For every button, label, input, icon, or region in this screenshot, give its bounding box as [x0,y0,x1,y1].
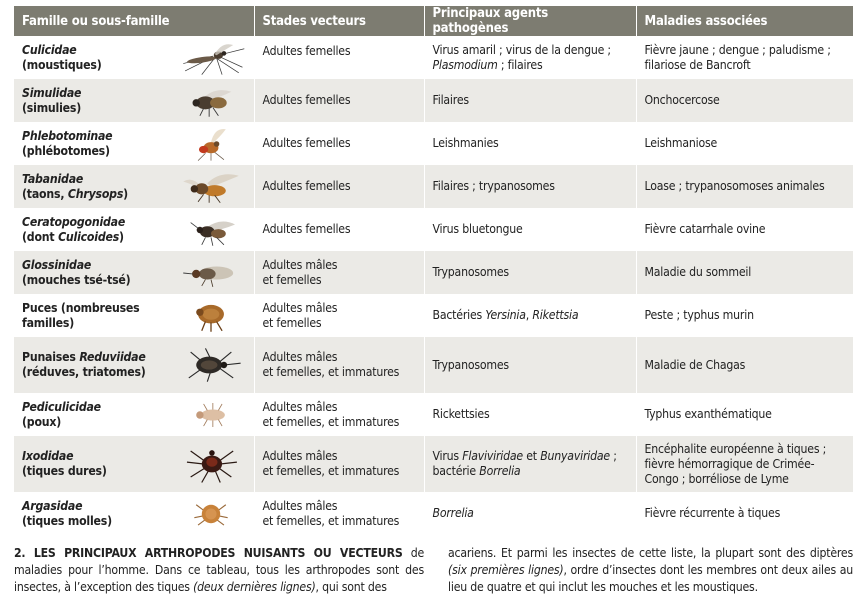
table-row [14,492,853,535]
caption-italic: (six premières lignes) [448,563,564,577]
family-subtitle: (réduves, triatomes) [22,365,146,379]
agents-text: ; [609,449,617,463]
stages-text: Adultes mâles [262,399,338,414]
family-subtitle: (phlébotomes) [22,143,110,158]
table-row [14,122,853,165]
family-name: Glossinidae [22,257,92,272]
mosquito-icon [174,39,248,77]
stages-text: Adultes mâles [262,300,338,315]
header-family: Famille ou sous-famille [14,6,254,36]
disease-text: Fièvre récurrente à tiques [644,506,781,520]
stages-cell [254,208,424,251]
family-subtitle-text: (dont [22,229,59,244]
stages-text: Adultes femelles [262,44,351,58]
family-name-text: Punaises [22,350,80,364]
agents-italic: Bunyaviridae [540,449,610,463]
agents-text: Leishmanies [432,136,499,150]
agents-text: , [525,308,533,322]
stages-text: Adultes femelles [262,136,351,150]
caption-text: , ordre d’insectes dont les membres ont deux ailes au lieu de quatre et qui inclut les mouches et les moustiques. [448,563,853,594]
family-cell [14,165,254,208]
stages-text: et femelles, et immatures [262,464,400,478]
diseases-cell [636,294,853,337]
table-row [14,208,853,251]
family-name: Pediculicidae [22,399,101,414]
diseases-cell [636,122,853,165]
disease-text: Onchocercose [644,93,720,107]
family-cell [14,79,254,122]
table-row [14,251,853,294]
table-row [14,79,853,122]
agents-text: Virus amaril ; virus de la dengue ; [432,42,611,57]
family-subtitle: (tiques dures) [22,464,107,478]
family-subtitle-text: ) [123,186,128,201]
hard-tick-icon [174,442,248,486]
table-row [14,337,853,393]
family-cell [14,294,254,337]
agents-cell [424,122,636,165]
disease-text: Congo ; borréliose de Lyme [644,471,789,486]
family-subtitle-text: (taons, [22,186,68,201]
kissing-bug-icon [174,346,248,384]
agents-cell [424,337,636,393]
family-subtitle: (moustiques) [22,57,102,72]
family-subtitle: (simulies) [22,100,82,115]
agents-cell [424,36,636,79]
agents-italic: Yersinia [485,308,526,322]
family-name: Ixodidae [22,449,74,463]
family-name: Culicidae [22,42,77,57]
louse-icon [174,396,248,434]
agents-italic: Borrelia [479,464,521,478]
stages-text: et femelles [262,315,322,330]
stages-cell [254,436,424,492]
stages-text: Adultes mâles [262,257,338,272]
table-header-row [14,6,853,36]
family-subtitle [22,187,172,202]
agents-text: et [522,449,541,463]
tsetse-fly-icon [174,254,248,292]
family-cell [14,393,254,436]
agents-cell [424,208,636,251]
horsefly-icon [174,168,248,206]
blackfly-icon [174,82,248,120]
agents-text: Virus bluetongue [432,222,523,236]
agents-text: Rickettsies [432,407,490,421]
family-name: Tabanidae [22,171,84,186]
table-row [14,36,853,79]
diseases-cell [636,208,853,251]
family-name [22,350,172,365]
table-row [14,436,853,492]
family-cell [14,492,254,535]
family-cell [14,337,254,393]
stages-text: Adultes mâles [262,350,338,364]
stages-text: et femelles, et immatures [262,513,400,528]
agents-text: Trypanosomes [432,357,509,372]
header-diseases: Maladies associées [636,6,853,36]
stages-cell [254,165,424,208]
family-cell [14,251,254,294]
agents-cell [424,165,636,208]
caption-title: 2. LES PRINCIPAUX ARTHROPODES NUISANTS OU VECTEURS [14,546,403,560]
family-cell [14,436,254,492]
diseases-cell [636,36,853,79]
caption-right-column [448,545,853,596]
header-agents: Principaux agents pathogènes [424,6,636,36]
family-name: Argasidae [22,498,83,513]
caption-text: de maladies pour l’homme. Dans ce tableau, tous les arthropodes sont des insectes, à l’exception des tiques [14,546,424,594]
disease-text: Maladie du sommeil [644,265,752,279]
stages-cell [254,337,424,393]
stages-text: et femelles, et immatures [262,365,400,379]
family-subtitle: familles) [22,315,75,330]
table-row [14,294,853,337]
diseases-cell [636,393,853,436]
family-name: Phlebotominae [22,128,113,143]
sandfly-icon [174,125,248,163]
stages-text: Adultes femelles [262,222,351,236]
stages-text: Adultes mâles [262,498,338,513]
family-subtitle: (tiques molles) [22,513,112,528]
agents-text: bactérie [432,464,480,478]
agents-text: ; filaires [497,57,543,72]
soft-tick-icon [174,495,248,533]
diseases-cell [636,79,853,122]
agents-italic: Flaviviridae [462,449,523,463]
caption-text: , qui sont des [315,580,387,594]
diseases-cell [636,436,853,492]
disease-text: Peste ; typhus murin [644,308,754,322]
agents-text: Virus [432,449,463,463]
disease-text: Fièvre jaune ; dengue ; paludisme ; [644,42,831,57]
agents-cell [424,251,636,294]
diseases-cell [636,492,853,535]
diseases-cell [636,165,853,208]
disease-text: Maladie de Chagas [644,357,746,372]
agents-cell [424,492,636,535]
figure-caption [14,545,853,596]
family-name: Ceratopogonidae [22,214,126,229]
agents-text: Filaires ; trypanosomes [432,179,555,193]
family-cell [14,122,254,165]
agents-italic: Rikettsia [532,308,579,322]
caption-left-column [14,545,424,596]
disease-text: Fièvre catarrhale ovine [644,222,766,236]
stages-text: Adultes femelles [262,179,351,193]
family-name: Puces (nombreuses [22,300,140,315]
agents-cell [424,294,636,337]
agents-text: Bactéries [432,308,486,322]
disease-text: Loase ; trypanosomoses animales [644,179,825,193]
stages-cell [254,393,424,436]
stages-text: et femelles, et immatures [262,414,400,429]
stages-text: Adultes mâles [262,449,338,463]
family-subtitle-italic: Chrysops [67,186,124,201]
agents-cell [424,393,636,436]
stages-cell [254,122,424,165]
agents-italic: Plasmodium [432,57,498,72]
disease-text: Typhus exanthématique [644,407,772,421]
disease-text: fièvre hémorragique de Crimée- [644,456,815,471]
family-subtitle: (poux) [22,414,62,429]
family-subtitle [22,230,172,245]
stages-cell [254,251,424,294]
agents-text: Filaires [432,93,469,107]
caption-italic: (deux dernières lignes) [193,580,316,594]
table-row [14,393,853,436]
header-stages: Stades vecteurs [254,6,424,36]
diseases-cell [636,337,853,393]
midge-icon [174,211,248,249]
caption-text: acariens. Et parmi les insectes de cette liste, la plupart sont des diptères [448,546,853,560]
disease-text: Leishmaniose [644,136,718,150]
family-cell [14,36,254,79]
agents-italic: Borrelia [432,506,474,520]
family-name: Simulidae [22,85,82,100]
stages-cell [254,79,424,122]
family-subtitle: (mouches tsé-tsé) [22,272,131,287]
agents-cell [424,436,636,492]
arthropod-table [14,6,853,535]
disease-text: filariose de Bancroft [644,57,751,72]
family-subtitle-text: ) [119,229,124,244]
family-cell [14,208,254,251]
flea-icon [174,297,248,335]
family-subtitle-italic: Culicoides [58,229,120,244]
disease-text: Encéphalite européenne à tiques ; [644,441,827,456]
stages-text: Adultes femelles [262,93,351,107]
family-name-italic: Reduviidae [79,350,146,364]
stages-text: et femelles [262,272,322,287]
agents-text: Trypanosomes [432,265,509,279]
table-row [14,165,853,208]
stages-cell [254,294,424,337]
stages-cell [254,492,424,535]
agents-cell [424,79,636,122]
diseases-cell [636,251,853,294]
stages-cell [254,36,424,79]
